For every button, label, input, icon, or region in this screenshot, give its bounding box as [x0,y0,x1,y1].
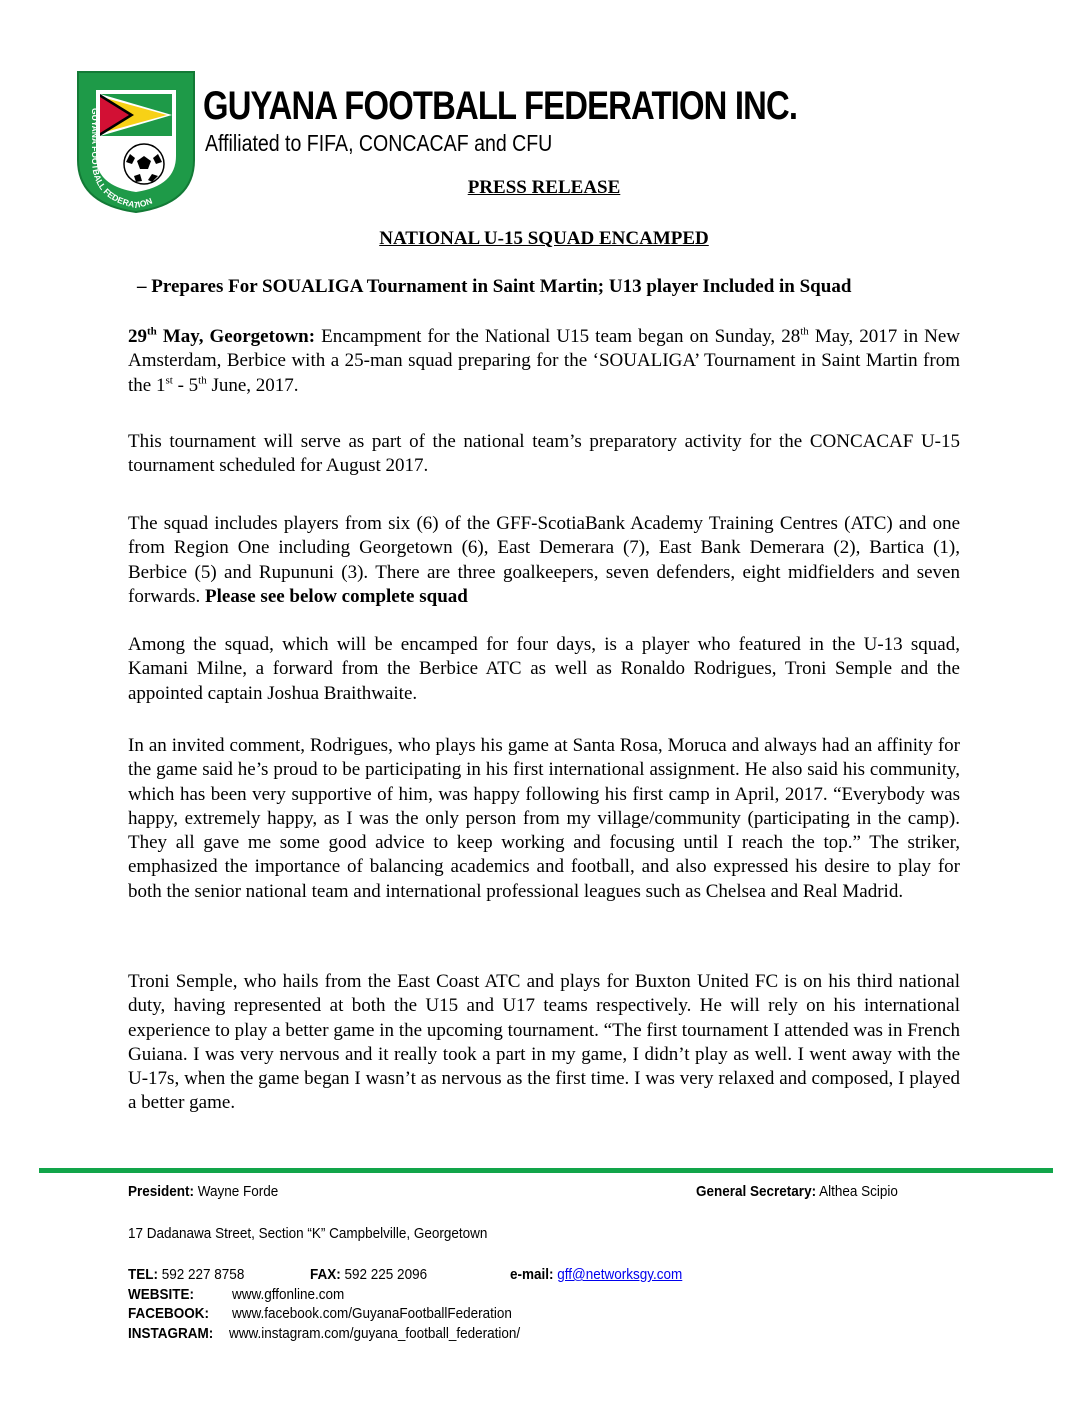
crest-ring-text: GUYANA FOOTBALL FEDERATION [89,108,154,211]
body-paragraph-4: Among the squad, which will be encamped for four days, is a player who featured in the U-13 squad, Kamani Milne, a forward from the Berbice ATC as well as Ronaldo Rodrigues, Troni Semple and the appointed captain Joshua Braithwaite. [128,634,960,704]
president-line: President: Wayne Forde [128,1183,279,1200]
tel-line: TEL: 592 227 8758 [128,1266,245,1283]
fax-line: FAX: 592 225 2096 [310,1266,428,1283]
squad-note: Please see below complete squad [205,585,468,607]
body-paragraph-6: Troni Semple, who hails from the East Coast ATC and plays for Buxton United FC is on his third national duty, having represented at both the U15 and U17 teams respectively. He will rely on his international experience to play a better game in the upcoming tournament. “The first tournament I attended was in French Guiana. I was very nervous and it really took a part in my game, I didn’t play as well. I went away with the U-17s, when the game began I wasn’t as nervous as the first time. I was very relaxed and composed, I played a better game. [128,971,960,1114]
facebook-line: FACEBOOK: [128,1305,209,1322]
release-headline: NATIONAL U-15 SQUAD ENCAMPED [379,228,709,249]
email-line: e-mail: gff@networksgy.com [510,1266,683,1283]
email-link[interactable]: gff@networksgy.com [557,1266,683,1283]
website-link[interactable]: www.gffonline.com [232,1286,345,1303]
press-release-label: PRESS RELEASE [467,177,621,198]
organization-name: GUYANA FOOTBALL FEDERATION INC. [203,84,798,128]
body-paragraph-2: This tournament will serve as part of the national team’s preparatory activity for the CONCACAF U-15 tournament scheduled for August 2017. [128,431,960,477]
secretary-line: General Secretary: Althea Scipio [696,1183,898,1200]
footer-divider [39,1168,1053,1173]
body-paragraph-5: In an invited comment, Rodrigues, who plays his game at Santa Rosa, Moruca and always had an affinity for the game said he’s proud to be participating in his first international assignment. He also said his community, which has been very supportive of him, was happy following his first camp in April, 2017. “Everybody was happy, extremely happy, as I was the only person from my village/community (participating in the camp). They all gave me some good advice to keep working and focusing until I reach the top.” The striker, emphasized the importance of balancing academics and football, and also expressed his desire to play for both the senior national team and international professional leagues such as Chelsea and Real Madrid. [128,735,960,902]
instagram-line: INSTAGRAM: [128,1325,214,1342]
body-paragraph-3: The squad includes players from six (6) of the GFF-ScotiaBank Academy Training Centres (ATC) and one from Region One including Georgetown (6), East Demerara (7), East Bank Demerara (2), Bartica (1), Berbice (5) and Rupununi (3). There are three goalkeepers, seven defenders, eight midfielders and seven forwards. Please see below complete squad [128,513,960,607]
organization-affiliation: Affiliated to FIFA, CONCACAF and CFU [205,130,553,156]
address-line: 17 Dadanawa Street, Section “K” Campbelville, Georgetown [128,1225,488,1242]
instagram-link[interactable]: www.instagram.com/guyana_football_federation/ [229,1325,521,1342]
release-subheadline: – Prepares For SOUALIGA Tournament in Saint Martin; U13 player Included in Squad [137,276,852,297]
website-line: WEBSITE: [128,1286,195,1303]
body-paragraph-1: 29th May, Georgetown: Encampment for the National U15 team began on Sunday, 28th May, 2017 in New Amsterdam, Berbice with a 25-man squad preparing for the ‘SOUALIGA’ Tournament in Saint Martin from the 1st - 5th June, 2017. [128,325,961,396]
facebook-link[interactable]: www.facebook.com/GuyanaFootballFederation [232,1305,512,1322]
dateline: 29th May, Georgetown: [128,325,316,347]
